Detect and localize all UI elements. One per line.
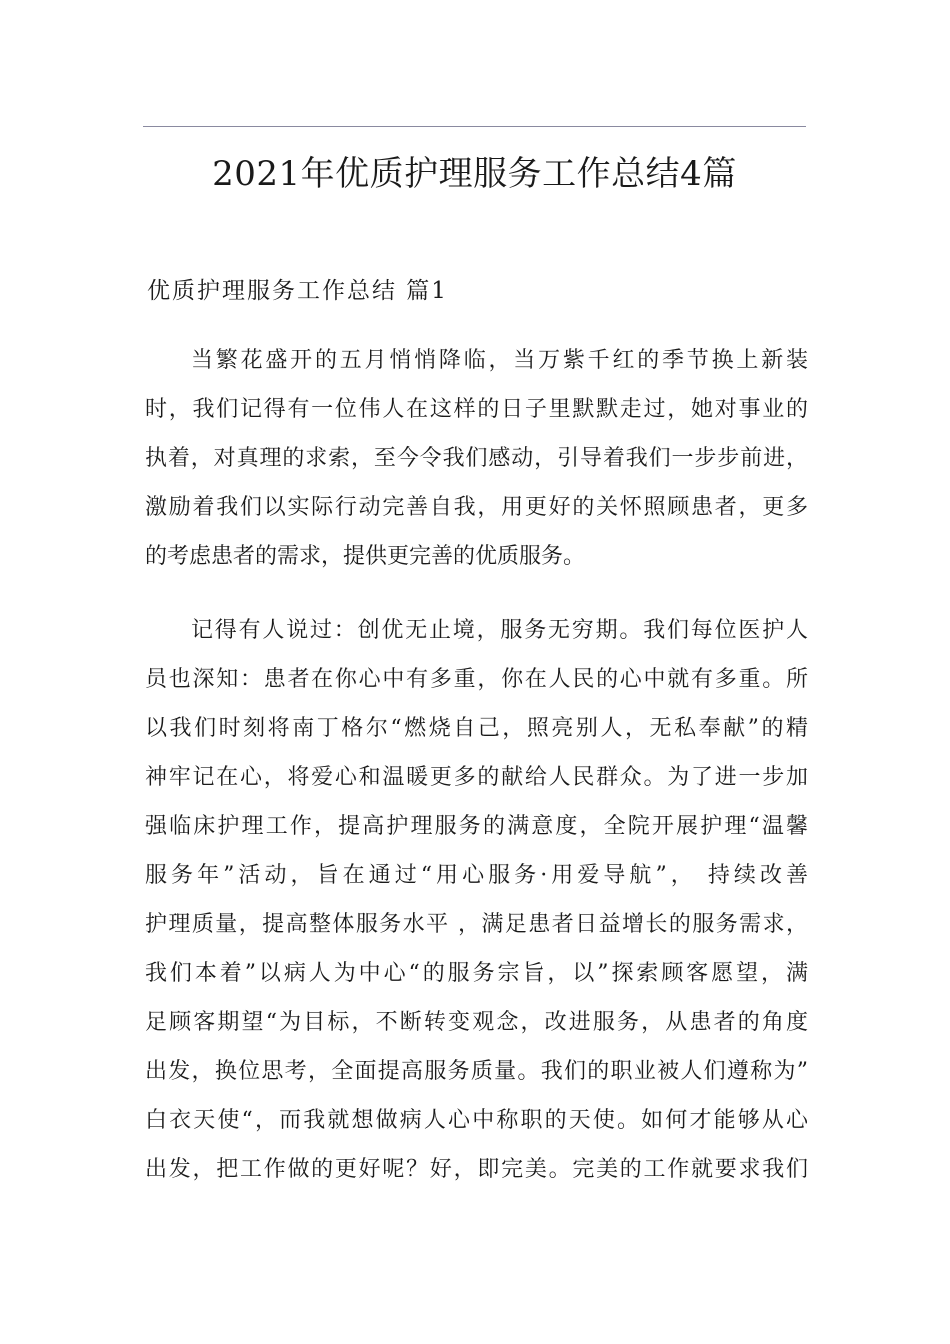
paragraph-line: 的考虑患者的需求，提供更完善的优质服务。 xyxy=(145,544,586,569)
document-title: 2021年优质护理服务工作总结4篇 xyxy=(212,154,737,194)
paragraph-line: 出发，换位思考，全面提高服务质量。我们的职业被人们遵称为” xyxy=(145,1059,808,1084)
paragraph-line: 时，我们记得有一位伟人在这样的日子里默默走过，她对事业的 xyxy=(145,397,808,422)
paragraph-line: 当繁花盛开的五月悄悄降临，当万紫千红的季节换上新装 xyxy=(191,348,808,373)
paragraph-line: 以我们时刻将南丁格尔“燃烧自己，照亮别人，无私奉献”的精 xyxy=(145,716,808,741)
paragraph-1 xyxy=(145,336,808,581)
paragraph-line: 出发，把工作做的更好呢？好，即完美。完美的工作就要求我们 xyxy=(145,1157,808,1182)
top-divider xyxy=(143,126,806,127)
paragraph-line: 强临床护理工作，提高护理服务的满意度，全院开展护理“温馨 xyxy=(145,814,808,839)
paragraph-line: 神牢记在心，将爱心和温暖更多的献给人民群众。为了进一步加 xyxy=(145,765,808,790)
paragraph-line: 激励着我们以实际行动完善自我，用更好的关怀照顾患者，更多 xyxy=(145,495,808,520)
paragraph-line: 我们本着”以病人为中心“的服务宗旨，以”探索顾客愿望，满 xyxy=(145,961,808,986)
paragraph-line: 执着，对真理的求索，至今令我们感动，引导着我们一步步前进， xyxy=(145,446,808,471)
paragraph-line: 员也深知：患者在你心中有多重，你在人民的心中就有多重。所 xyxy=(145,667,808,692)
paragraph-2 xyxy=(145,606,808,1194)
paragraph-line: 白衣天使“，而我就想做病人心中称职的天使。如何才能够从心 xyxy=(145,1108,808,1133)
paragraph-line: 记得有人说过：创优无止境，服务无穷期。我们每位医护人 xyxy=(191,618,808,643)
paragraph-line: 护理质量，提高整体服务水平 ，满足患者日益增长的服务需求， xyxy=(145,912,808,937)
section-heading: 优质护理服务工作总结 篇1 xyxy=(147,278,448,304)
paragraph-line: 足顾客期望“为目标，不断转变观念，改进服务，从患者的角度 xyxy=(145,1010,808,1035)
paragraph-line: 服务年”活动，旨在通过“用心服务·用爱导航”， 持续改善 xyxy=(145,863,808,888)
